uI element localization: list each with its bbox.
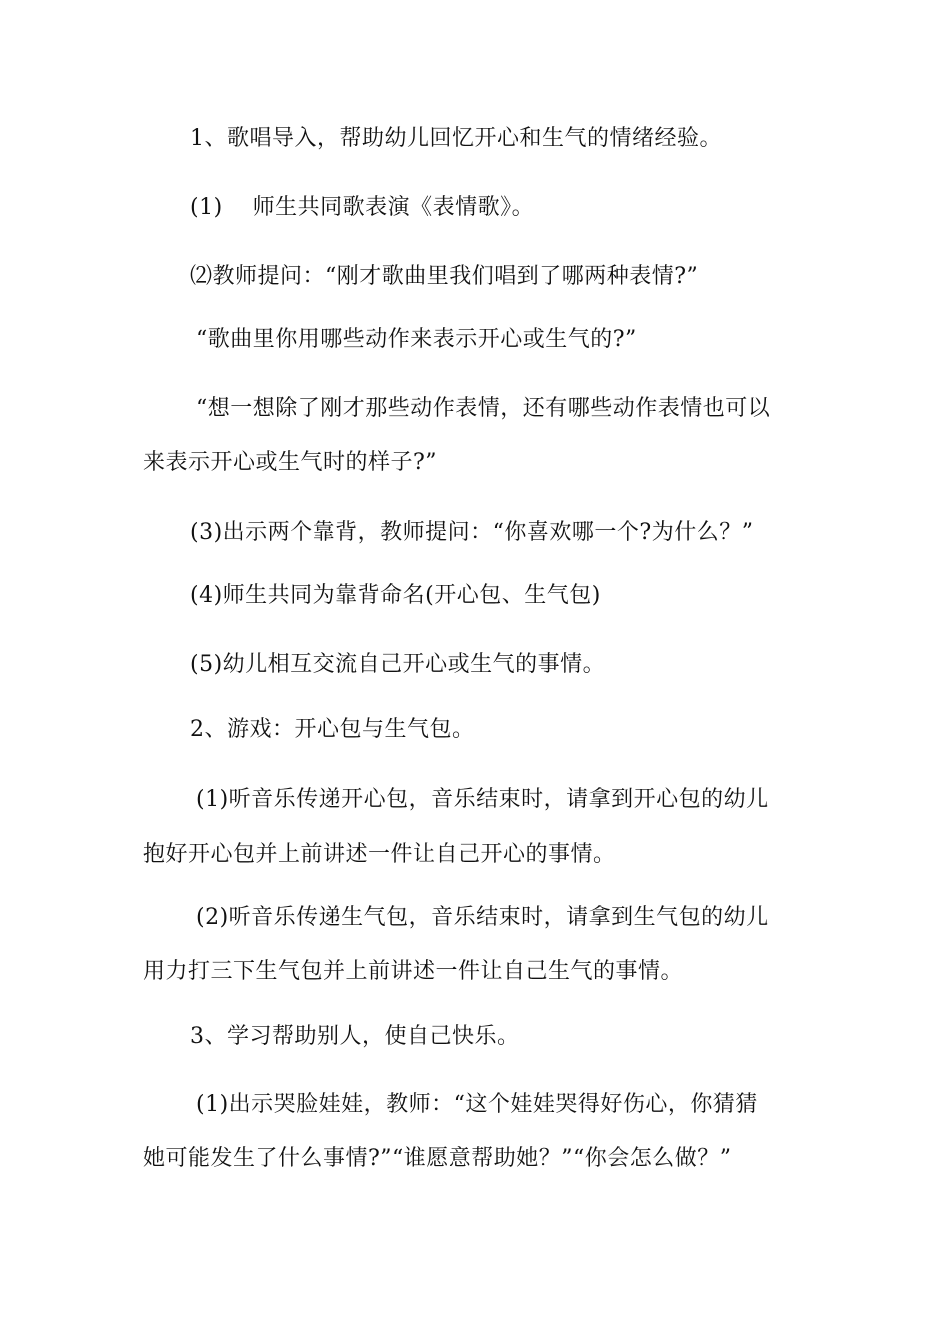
step-1-1: (1) 师生共同歌表演《表情歌》。 [190,195,535,220]
question-line-1: “歌曲里你用哪些动作来表示开心或生气的?” [196,327,637,352]
step-3-1: (1)出示哭脸娃娃，教师：“这个娃娃哭得好伤心，你猜猜 [196,1092,758,1117]
step-1-3: (3)出示两个靠背，教师提问：“你喜欢哪一个?为什么？” [190,520,754,545]
step-1-2: ⑵教师提问：“刚才歌曲里我们唱到了哪两种表情?” [190,264,699,289]
step-2-1: (1)听音乐传递开心包，音乐结束时，请拿到开心包的幼儿 [196,787,769,812]
step-2-2: (2)听音乐传递生气包，音乐结束时，请拿到生气包的幼儿 [196,905,769,930]
step-3-1-cont: 她可能发生了什么事情?”“谁愿意帮助她？”“你会怎么做？” [143,1146,732,1171]
step-2-2-cont: 用力打三下生气包并上前讲述一件让自己生气的事情。 [143,959,684,984]
section-3-heading: 3、学习帮助别人，使自己快乐。 [190,1024,520,1049]
section-2-heading: 2、游戏：开心包与生气包。 [190,717,475,742]
step-2-1-cont: 抱好开心包并上前讲述一件让自己开心的事情。 [143,842,616,867]
step-1-4: (4)师生共同为靠背命名(开心包、生气包) [190,583,601,608]
question-line-2: “想一想除了刚才那些动作表情，还有哪些动作表情也可以 [196,396,771,421]
question-line-2-cont: 来表示开心或生气时的样子?” [143,450,438,475]
section-1-heading: 1、歌唱导入，帮助幼儿回忆开心和生气的情绪经验。 [190,126,722,151]
step-1-5: (5)幼儿相互交流自己开心或生气的事情。 [190,652,606,677]
